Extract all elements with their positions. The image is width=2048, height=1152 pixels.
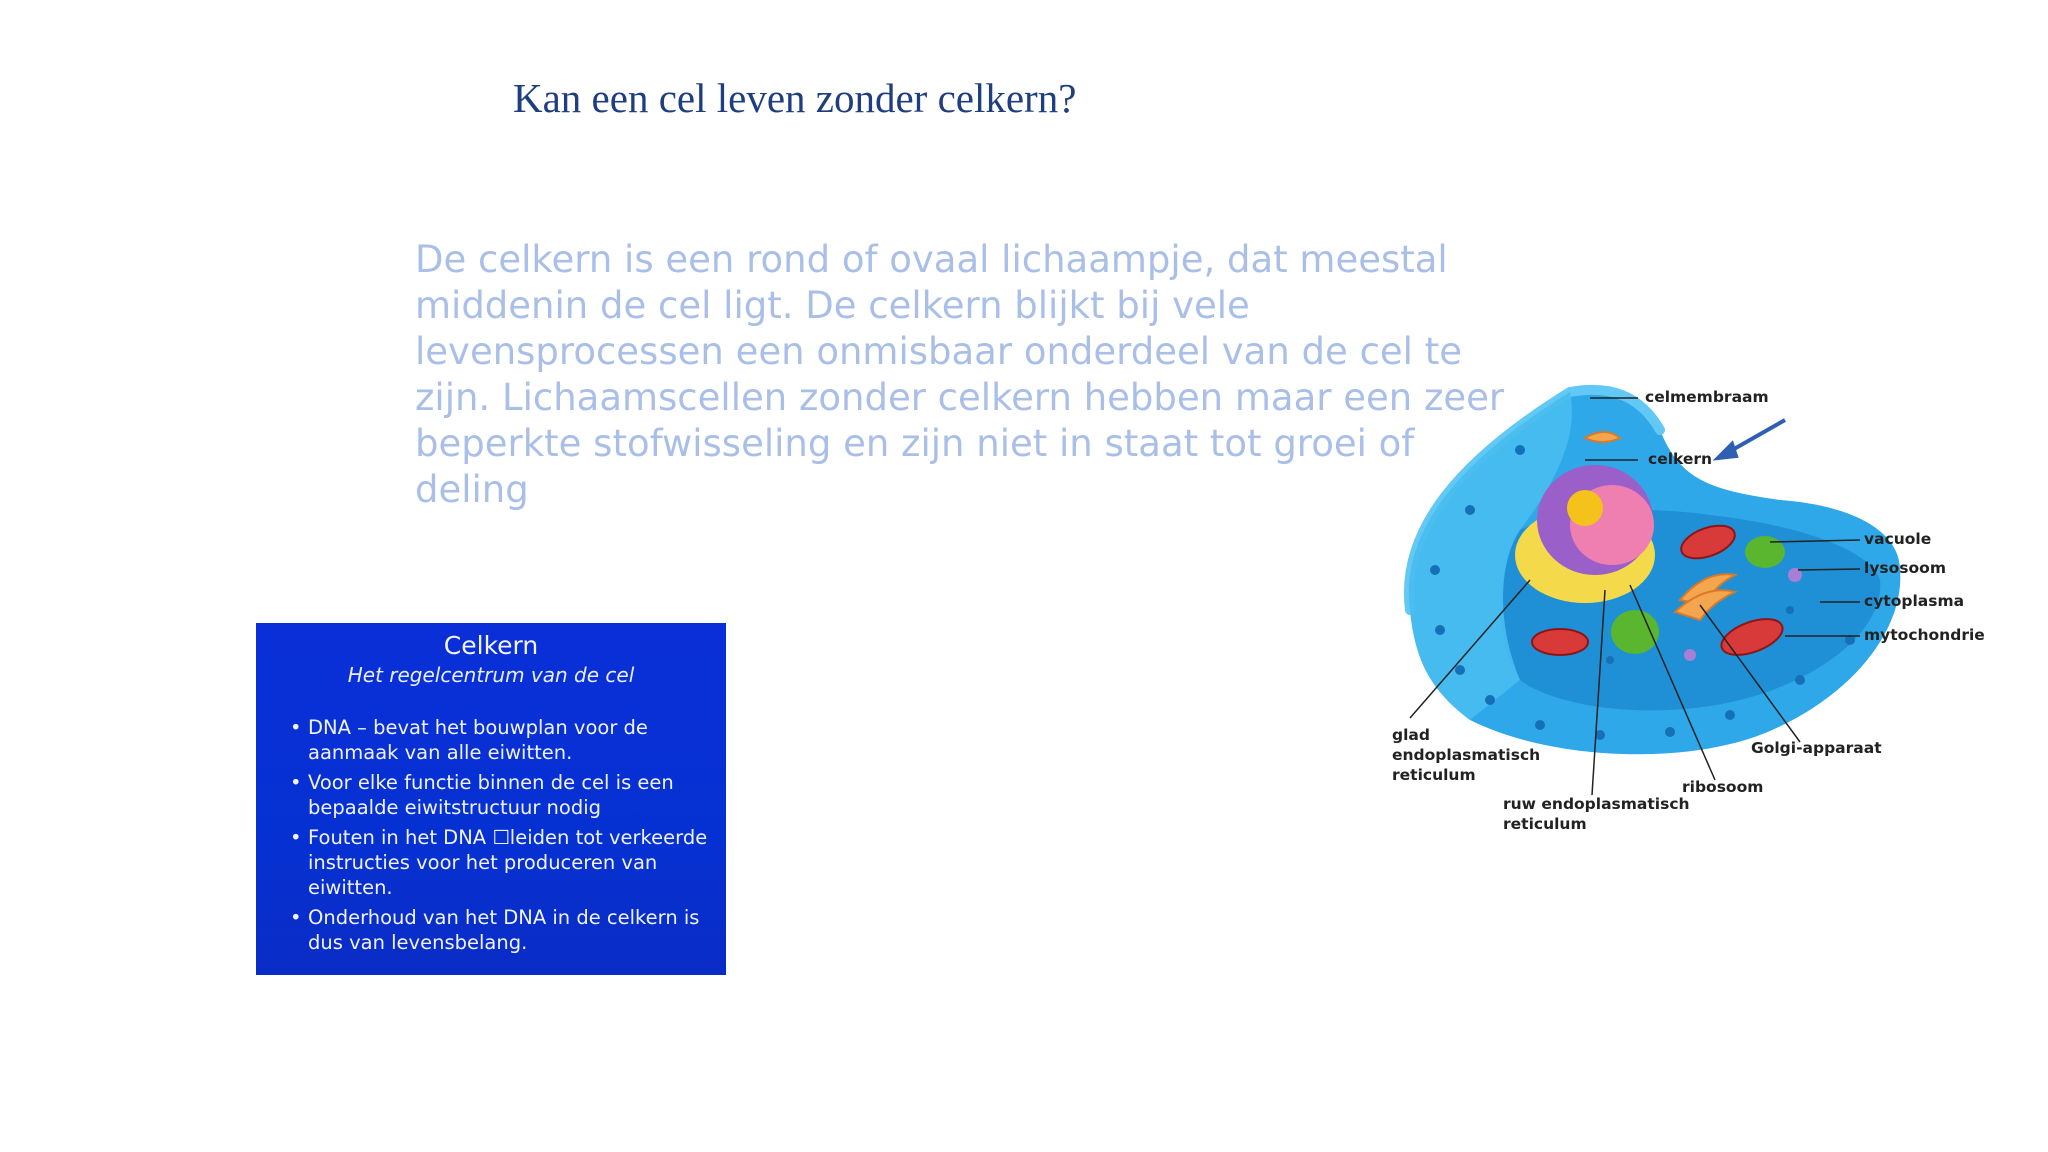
label-glad-er-line3: reticulum xyxy=(1392,766,1476,784)
label-glad-er-line2: endoplasmatisch xyxy=(1392,746,1541,764)
celkern-box-subtitle: Het regelcentrum van de cel xyxy=(347,663,635,687)
nucleolus xyxy=(1567,490,1603,526)
label-ribosoom: ribosoom xyxy=(1682,778,1764,796)
body-line: middenin de cel ligt. De celkern blijkt bij vele xyxy=(415,284,1250,327)
celkern-info-image xyxy=(256,623,726,975)
body-line: De celkern is een rond of ovaal lichaampje, dat meestal xyxy=(415,238,1448,281)
vacuole xyxy=(1745,536,1785,568)
slide-title: Kan een cel leven zonder celkern? xyxy=(513,75,1077,121)
label-glad-er xyxy=(1392,725,1540,785)
label-cytoplasma: cytoplasma xyxy=(1864,592,1965,610)
lysosome-2 xyxy=(1684,649,1696,661)
label-celmembraam: celmembraam xyxy=(1645,388,1769,406)
celkern-bullet: • Voor elke functie binnen de cel is een bepaalde eiwitstructuur nodig xyxy=(290,770,710,820)
label-celkern: celkern xyxy=(1648,450,1713,468)
label-lysosoom: lysosoom xyxy=(1864,559,1946,577)
body-line: beperkte stofwisseling en zijn niet in staat tot groei of xyxy=(415,422,1415,465)
pointer-arrow xyxy=(1718,420,1785,458)
label-ruw-er-line1: ruw endoplasmatisch xyxy=(1503,795,1690,813)
celkern-bullet: • Fouten in het DNA ☐leiden tot verkeerde instructies voor het produceren van eiwitten. xyxy=(290,825,710,900)
celkern-box-title: Celkern xyxy=(443,631,539,660)
label-ruw-er xyxy=(1503,794,1690,834)
label-golgi-apparaat: Golgi-apparaat xyxy=(1751,739,1882,757)
body-line: zijn. Lichaamscellen zonder celkern hebben maar een zeer xyxy=(415,376,1505,419)
label-glad-er-line1: glad xyxy=(1392,726,1430,744)
label-vacuole: vacuole xyxy=(1864,530,1932,548)
celkern-bullet: • DNA – bevat het bouwplan voor de aanmaak van alle eiwitten. xyxy=(290,715,710,765)
label-ruw-er-line2: reticulum xyxy=(1503,815,1587,833)
body-line: levensprocessen een onmisbaar onderdeel van de cel te xyxy=(415,330,1462,373)
celkern-bullet: • Onderhoud van het DNA in de celkern is dus van levensbelang. xyxy=(290,905,710,955)
celkern-bullet-list xyxy=(290,715,710,960)
label-mytochondrie: mytochondrie xyxy=(1864,626,1985,644)
body-line: deling xyxy=(415,468,529,511)
cell-diagram xyxy=(1380,380,2000,850)
body-paragraph xyxy=(415,237,1505,513)
vacuole-2 xyxy=(1611,610,1659,654)
